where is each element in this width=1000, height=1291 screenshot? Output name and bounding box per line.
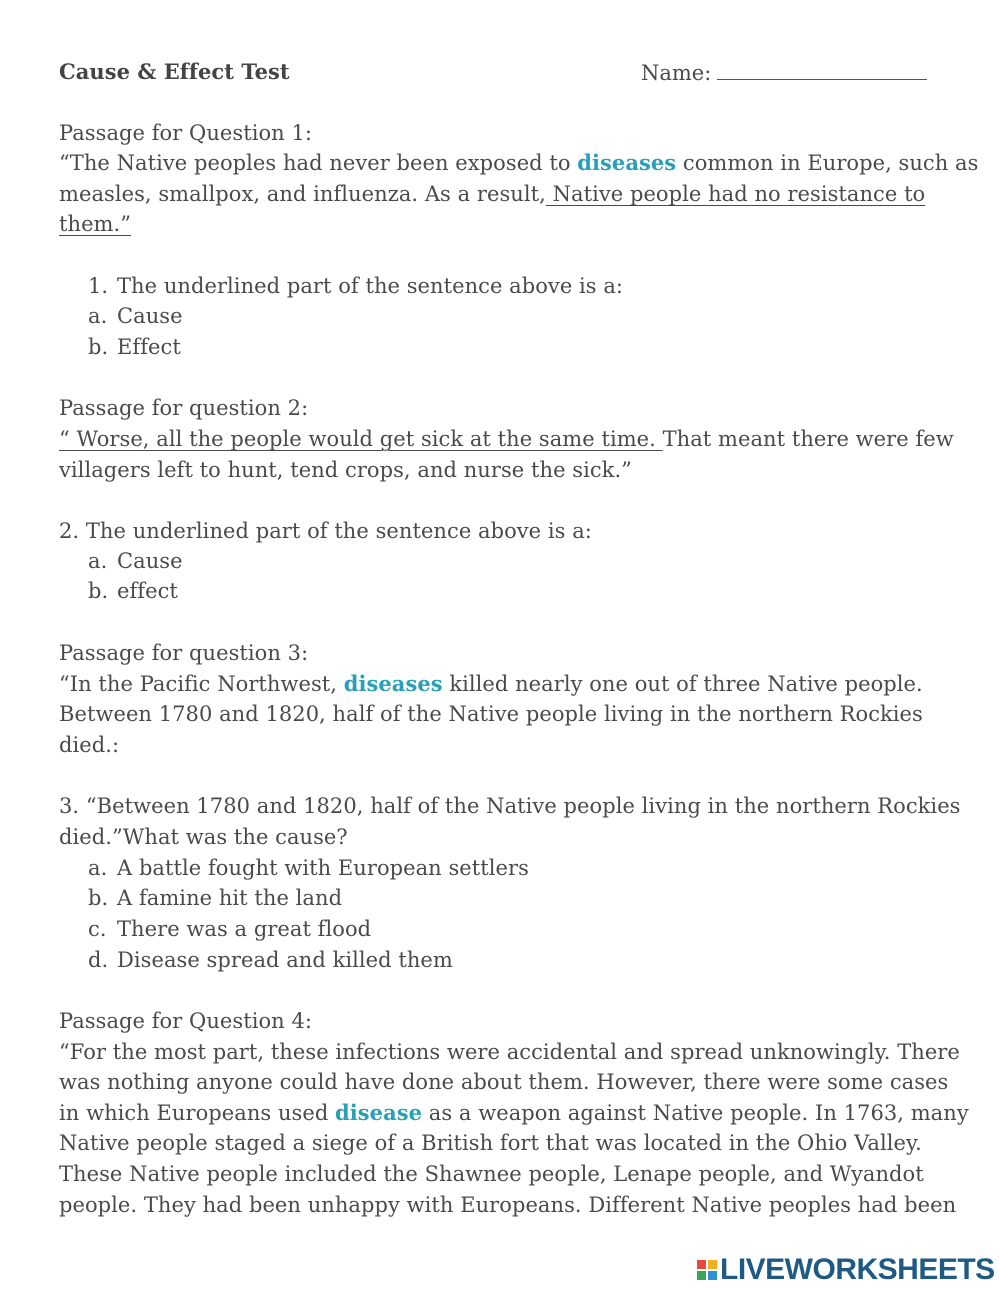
page-title: Cause & Effect Test [59, 59, 290, 84]
q4-passage-line-5: These Native people included the Shawnee people, Lenape people, and Wyandot [59, 1162, 924, 1186]
liveworksheets-logo[interactable] [697, 1253, 995, 1287]
logo-block [708, 1271, 717, 1280]
q2-underlined-text: “ Worse, all the people would get sick at the same time. [59, 427, 663, 451]
q1-heading: Passage for Question 1: [59, 121, 312, 145]
q2-heading: Passage for question 2: [59, 396, 309, 420]
q4-keyword: disease [335, 1100, 423, 1125]
q3-option-c[interactable]: c. There was a great flood [88, 917, 372, 941]
q1-keyword: diseases [577, 150, 677, 175]
q3-keyword: diseases [343, 671, 443, 696]
q1-question: 1. The underlined part of the sentence above is a: [88, 274, 624, 298]
q2-option-a[interactable]: a. Cause [88, 549, 183, 573]
logo-text: LIVEWORKSHEETS [720, 1253, 995, 1286]
logo-block [708, 1260, 717, 1269]
q1-passage-line-3: them.” [59, 212, 132, 236]
q3-option-b[interactable]: b. A famine hit the land [88, 886, 343, 910]
q4-passage-line-3: in which Europeans used disease as a weapon against Native people. In 1763, many [59, 1100, 969, 1125]
q3-passage-line-2: Between 1780 and 1820, half of the Native people living in the northern Rockies [59, 702, 923, 726]
q3-question-line-1: 3. “Between 1780 and 1820, half of the Native people living in the northern Rockies [59, 794, 961, 818]
name-field [641, 57, 927, 88]
q2-option-b[interactable]: b. effect [88, 579, 178, 603]
logo-blocks-icon [697, 1260, 717, 1280]
q3-question-line-2: died.”What was the cause? [59, 825, 348, 849]
q1-passage-line-1: “The Native peoples had never been exposed to diseases common in Europe, such as [59, 150, 979, 175]
q1-underlined-text: Native people had no resistance to [545, 182, 926, 206]
q3-passage-line-1: “In the Pacific Northwest, diseases killed nearly one out of three Native people. [59, 671, 923, 696]
q3-option-a[interactable]: a. A battle fought with European settlers [88, 856, 529, 880]
q3-passage-line-3: died.: [59, 733, 120, 757]
q2-passage-line-2: villagers left to hunt, tend crops, and nurse the sick.” [59, 458, 632, 482]
q1-option-a[interactable]: a. Cause [88, 304, 183, 328]
name-blank-line[interactable] [717, 57, 927, 80]
name-label: Name: [641, 61, 712, 85]
q4-passage-line-1: “For the most part, these infections were accidental and spread unknowingly. There [59, 1040, 960, 1064]
q2-passage-line-1: “ Worse, all the people would get sick at the same time. That meant there were few [59, 427, 954, 451]
q4-passage-line-2: was nothing anyone could have done about them. However, there were some cases [59, 1070, 949, 1094]
q3-option-d[interactable]: d. Disease spread and killed them [88, 948, 453, 972]
q4-passage-line-6: people. They had been unhappy with Europeans. Different Native peoples had been [59, 1193, 957, 1217]
q2-question: 2. The underlined part of the sentence above is a: [59, 519, 592, 543]
logo-block [697, 1260, 706, 1269]
logo-block [697, 1271, 706, 1280]
q4-passage-line-4: Native people staged a siege of a British fort that was located in the Ohio Valley. [59, 1131, 922, 1155]
q3-heading: Passage for question 3: [59, 641, 309, 665]
q1-option-b[interactable]: b. Effect [88, 335, 181, 359]
q1-passage-line-2: measles, smallpox, and influenza. As a result, Native people had no resistance to [59, 182, 926, 206]
q4-heading: Passage for Question 4: [59, 1009, 312, 1033]
